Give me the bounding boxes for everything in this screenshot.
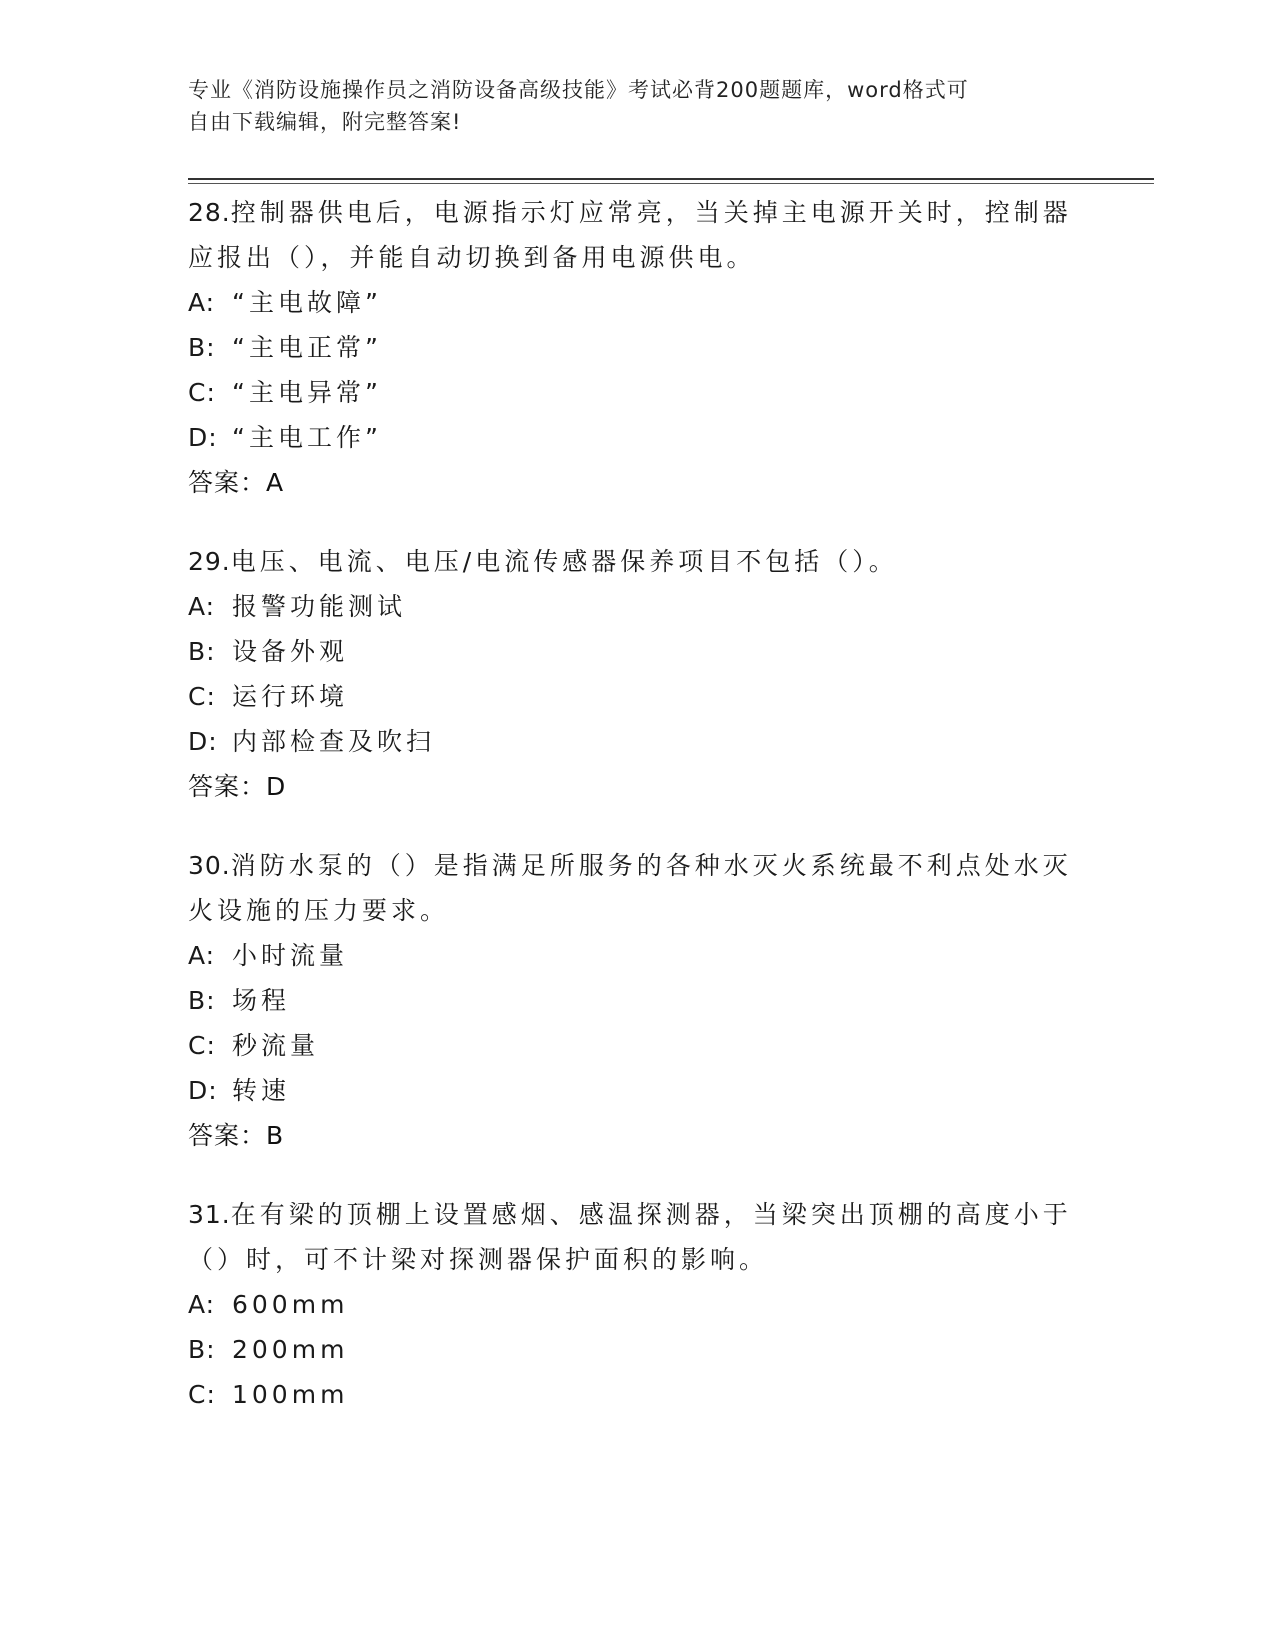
option-d [188,719,1088,764]
question-number: 29. [188,547,231,576]
question-number: 31. [188,1200,231,1229]
option-d [188,1068,1088,1113]
question-stem [188,843,1088,933]
option-b [188,978,1088,1023]
question-29 [188,539,1088,809]
option-c [188,674,1088,719]
option-b [188,629,1088,674]
option-b [188,1327,1088,1372]
option-text: 转速 [232,1076,291,1105]
answer-line: 答案：B [188,1121,285,1150]
question-text: 电压、电流、电压/电流传感器保养项目不包括（）。 [230,547,898,576]
header-divider-thin [188,183,1154,184]
option-label: B: [188,1335,216,1364]
option-text: 报警功能测试 [232,592,407,621]
option-label: B: [188,333,216,362]
option-label: B: [188,637,216,666]
option-text: 运行环境 [232,682,349,711]
option-text: “主电正常” [232,333,382,362]
option-label: D: [188,423,218,452]
option-label: B: [188,986,216,1015]
question-30 [188,843,1088,1158]
option-label: A: [188,592,216,621]
option-label: C: [188,1380,216,1409]
option-label: C: [188,378,216,407]
header-line-1: 专业《消防设施操作员之消防设备高级技能》考试必背200题题库，word格式可 [188,78,969,102]
option-text: “主电异常” [232,378,382,407]
option-a [188,280,1088,325]
answer-line: 答案：D [188,772,287,801]
question-28 [188,190,1088,505]
option-text: 100mm [232,1380,349,1409]
option-d [188,415,1088,460]
question-stem [188,1192,1088,1282]
option-text: 设备外观 [232,637,349,666]
option-text: 200mm [232,1335,349,1364]
option-label: D: [188,1076,218,1105]
option-text: 内部检查及吹扫 [232,727,436,756]
option-text: 600mm [232,1290,349,1319]
option-c [188,1372,1088,1417]
option-label: A: [188,288,216,317]
option-a [188,933,1088,978]
option-text: “主电故障” [232,288,382,317]
question-list [188,190,1088,1451]
question-stem [188,190,1088,280]
header-line-2: 自由下载编辑，附完整答案! [188,110,462,134]
question-number: 30. [188,851,231,880]
question-text: 控制器供电后，电源指示灯应常亮，当关掉主电源开关时，控制器应报出（），并能自动切换到备用电源供电。 [188,198,1072,272]
question-stem [188,539,1088,584]
option-label: D: [188,727,218,756]
option-c [188,370,1088,415]
question-text: 在有梁的顶棚上设置感烟、感温探测器，当梁突出顶棚的高度小于（）时，可不计梁对探测器保护面积的影响。 [188,1200,1072,1274]
option-text: 场程 [232,986,291,1015]
option-c [188,1023,1088,1068]
header-divider-thick [188,178,1154,180]
option-text: 秒流量 [232,1031,320,1060]
option-label: A: [188,941,216,970]
option-label: C: [188,1031,216,1060]
option-b [188,325,1088,370]
document-header [188,74,1068,138]
option-a [188,1282,1088,1327]
option-a [188,584,1088,629]
option-text: 小时流量 [232,941,349,970]
option-label: A: [188,1290,216,1319]
option-label: C: [188,682,216,711]
question-text: 消防水泵的（）是指满足所服务的各种水灭火系统最不利点处水灭火设施的压力要求。 [188,851,1072,925]
question-number: 28. [188,198,231,227]
option-text: “主电工作” [232,423,382,452]
answer-line: 答案：A [188,468,285,497]
question-31 [188,1192,1088,1417]
